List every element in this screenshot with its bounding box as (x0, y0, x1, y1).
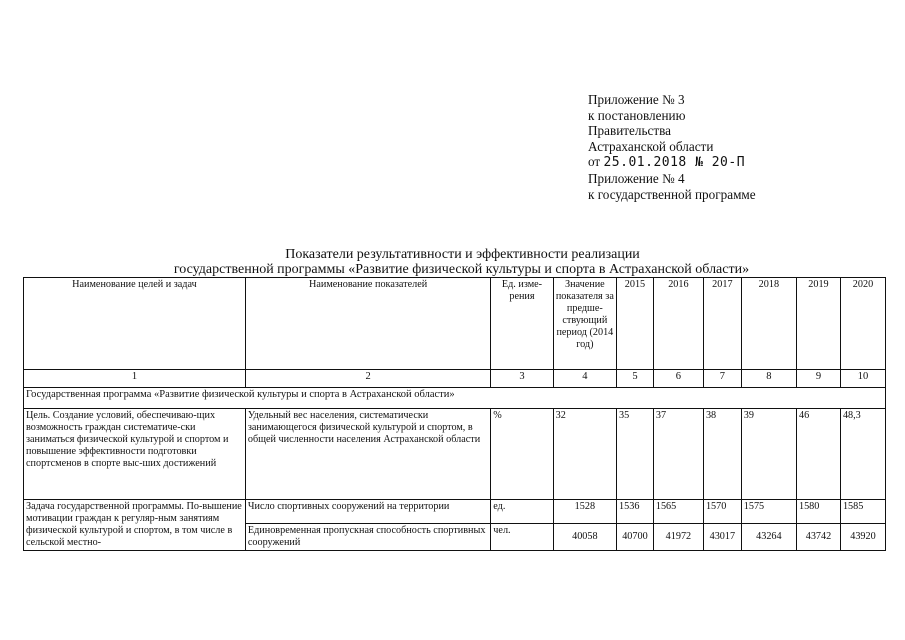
unit-cell: ед. (491, 500, 553, 524)
value-cell: 35 (617, 409, 654, 500)
value-cell: 43920 (840, 524, 885, 551)
document-title (0, 247, 905, 277)
value-cell: 1575 (741, 500, 796, 524)
goal-name: Цель. Создание условий, обеспечиваю-щих возможность граждан систематиче-ски заниматься физической культурой и спортом и повышение эффективности подготовки спортсменов в спорте выс-ших достижений (24, 409, 246, 500)
appendix-line-6: Приложение № 4 (588, 170, 685, 186)
program-name: Государственная программа «Развитие физической культуры и спорта в Астраханской области» (24, 388, 886, 409)
column-number: 6 (653, 370, 703, 388)
header-year: 2019 (796, 278, 840, 370)
value-cell: 39 (741, 409, 796, 500)
column-number: 10 (840, 370, 885, 388)
header-base-value: Значение показателя за предше-ствующий период (2014 год) (553, 278, 616, 370)
column-number-row (24, 370, 886, 388)
header-year: 2016 (653, 278, 703, 370)
indicator-name: Единовременная пропускная способность спортивных сооружений (245, 524, 490, 551)
appendix-date-prefix: от (588, 154, 601, 170)
column-number: 7 (703, 370, 741, 388)
table-row (24, 500, 886, 524)
appendix-line-7: к государственной программе (588, 186, 756, 202)
column-number: 9 (796, 370, 840, 388)
indicator-name: Удельный вес населения, систематически занимающегося физической культурой и спортом, в общей численности населения Астраханской области (245, 409, 490, 500)
value-cell: 32 (553, 409, 616, 500)
appendix-date: 25.01.2018 № 20-П (603, 155, 746, 171)
value-cell: 1585 (840, 500, 885, 524)
value-cell: 1570 (703, 500, 741, 524)
value-cell: 41972 (653, 524, 703, 551)
value-cell: 48,3 (840, 409, 885, 500)
value-cell: 1565 (653, 500, 703, 524)
value-cell: 1536 (617, 500, 654, 524)
value-cell: 43742 (796, 524, 840, 551)
column-number: 1 (24, 370, 246, 388)
title-line-1: Показатели результативности и эффективности реализации (285, 247, 640, 262)
column-number: 8 (741, 370, 796, 388)
table-row (24, 409, 886, 500)
value-cell: 38 (703, 409, 741, 500)
appendix-line-1: Приложение № 3 (588, 92, 685, 107)
unit-cell: чел. (491, 524, 553, 551)
table-header-row (24, 278, 886, 370)
header-indicators: Наименование показателей (245, 278, 490, 370)
appendix-line-4: Астраханской области (588, 138, 714, 154)
header-year: 2020 (840, 278, 885, 370)
header-year: 2017 (703, 278, 741, 370)
value-cell: 43017 (703, 524, 741, 551)
column-number: 4 (553, 370, 616, 388)
column-number: 3 (491, 370, 553, 388)
header-unit: Ед. изме-рения (491, 278, 553, 370)
appendix-line-3: Правительства (588, 123, 671, 139)
header-goals: Наименование целей и задач (24, 278, 246, 370)
header-year: 2015 (617, 278, 654, 370)
unit-cell: % (491, 409, 553, 500)
appendix-line-2: к постановлению (588, 107, 686, 123)
value-cell: 43264 (741, 524, 796, 551)
header-year: 2018 (741, 278, 796, 370)
value-cell: 46 (796, 409, 840, 500)
value-cell: 40058 (553, 524, 616, 551)
appendix-block (588, 92, 888, 202)
value-cell: 40700 (617, 524, 654, 551)
indicators-table (23, 277, 886, 551)
value-cell: 1528 (553, 500, 616, 524)
column-number: 2 (245, 370, 490, 388)
value-cell: 37 (653, 409, 703, 500)
program-row (24, 388, 886, 409)
value-cell: 1580 (796, 500, 840, 524)
column-number: 5 (617, 370, 654, 388)
title-line-2: государственной программы «Развитие физической культуры и спорта в Астраханской области» (173, 262, 750, 277)
appendix-line-5 (588, 154, 888, 171)
task-name: Задача государственной программы. По-вышение мотивации граждан к регуляр-ным занятиям физической культурой и спортом, в том числе в сельской местно- (24, 500, 246, 551)
indicator-name: Число спортивных сооружений на территории (245, 500, 490, 524)
